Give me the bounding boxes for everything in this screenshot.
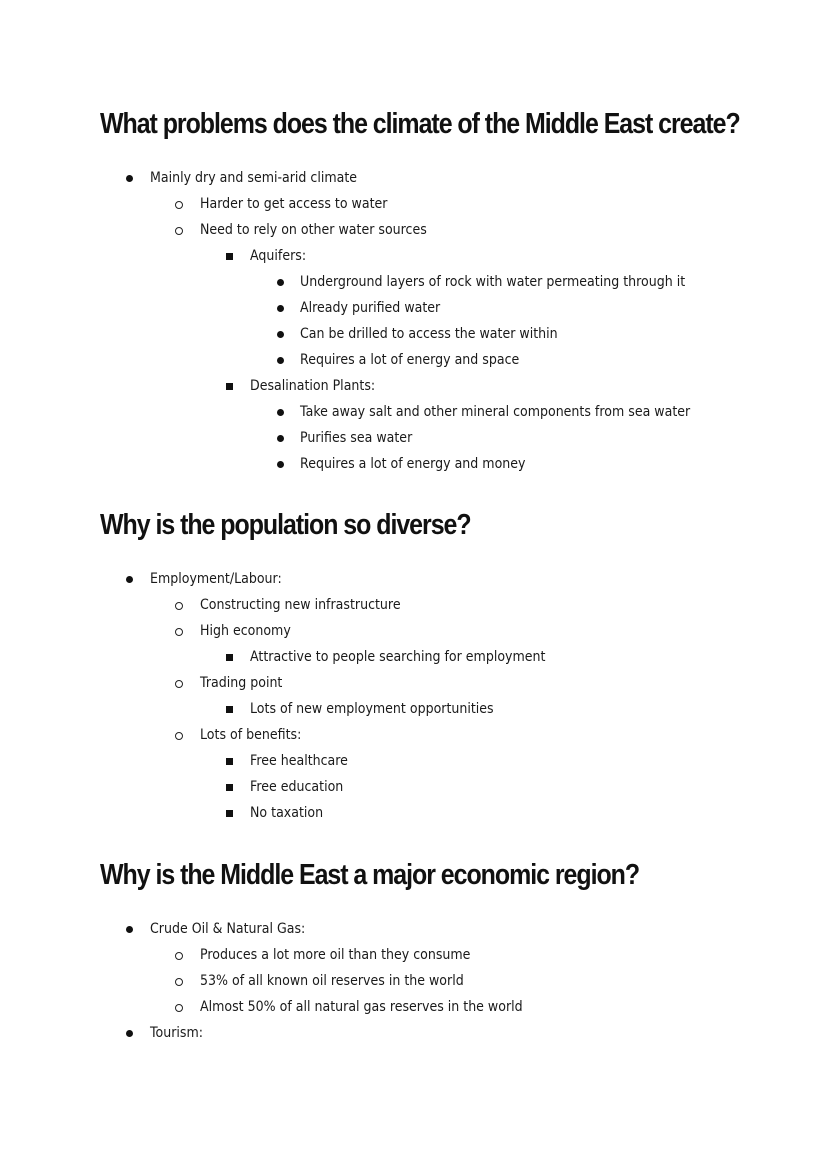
list-item-text: Constructing new infrastructure: [200, 597, 401, 613]
list-item-text: 53% of all known oil reserves in the world: [200, 973, 464, 989]
list-item-text: Harder to get access to water: [200, 196, 388, 212]
disc-bullet-icon: [277, 331, 284, 338]
section-heading-economy: Why is the Middle East a major economic region?: [100, 859, 640, 891]
list-item-text: Free education: [250, 779, 344, 795]
circle-bullet-icon: [175, 201, 183, 209]
circle-bullet-icon: [175, 602, 183, 610]
list-item-text: Tourism:: [150, 1025, 204, 1041]
section-heading-population: Why is the population so diverse?: [100, 509, 471, 541]
list-item-text: Produces a lot more oil than they consume: [200, 947, 471, 963]
list-item-text: High economy: [200, 623, 291, 639]
square-bullet-icon: [226, 758, 233, 765]
circle-bullet-icon: [175, 732, 183, 740]
list-item-text: Trading point: [200, 675, 283, 691]
disc-bullet-icon: [277, 409, 284, 416]
disc-bullet-icon: [277, 435, 284, 442]
list-item-text: Purifies sea water: [300, 430, 413, 446]
list-item-text: Lots of new employment opportunities: [250, 701, 494, 717]
disc-bullet-icon: [277, 279, 284, 286]
circle-bullet-icon: [175, 227, 183, 235]
list-item-text: Lots of benefits:: [200, 727, 302, 743]
disc-bullet-icon: [126, 576, 133, 583]
list-item-text: Already purified water: [300, 300, 441, 316]
list-item-text: Desalination Plants:: [250, 378, 376, 394]
list-item-text: Take away salt and other mineral components from sea water: [300, 404, 691, 420]
disc-bullet-icon: [277, 305, 284, 312]
list-item-text: Almost 50% of all natural gas reserves in the world: [200, 999, 523, 1015]
disc-bullet-icon: [126, 926, 133, 933]
list-item-text: Mainly dry and semi-arid climate: [150, 170, 358, 186]
circle-bullet-icon: [175, 952, 183, 960]
list-item-text: Can be drilled to access the water within: [300, 326, 558, 342]
list-item-text: Need to rely on other water sources: [200, 222, 427, 238]
list-item-text: No taxation: [250, 805, 324, 821]
square-bullet-icon: [226, 253, 233, 260]
disc-bullet-icon: [126, 1030, 133, 1037]
circle-bullet-icon: [175, 978, 183, 986]
disc-bullet-icon: [277, 461, 284, 468]
list-item-text: Attractive to people searching for employment: [250, 649, 546, 665]
list-item-text: Free healthcare: [250, 753, 348, 769]
list-item-text: Employment/Labour:: [150, 571, 282, 587]
square-bullet-icon: [226, 654, 233, 661]
list-item-text: Crude Oil & Natural Gas:: [150, 921, 306, 937]
disc-bullet-icon: [277, 357, 284, 364]
disc-bullet-icon: [126, 175, 133, 182]
list-item-text: Requires a lot of energy and space: [300, 352, 520, 368]
square-bullet-icon: [226, 810, 233, 817]
square-bullet-icon: [226, 784, 233, 791]
section-heading-climate: What problems does the climate of the Middle East create?: [100, 108, 740, 140]
square-bullet-icon: [226, 383, 233, 390]
circle-bullet-icon: [175, 680, 183, 688]
square-bullet-icon: [226, 706, 233, 713]
list-item-text: Requires a lot of energy and money: [300, 456, 526, 472]
circle-bullet-icon: [175, 1004, 183, 1012]
list-item-text: Underground layers of rock with water permeating through it: [300, 274, 686, 290]
circle-bullet-icon: [175, 628, 183, 636]
list-item-text: Aquifers:: [250, 248, 307, 264]
